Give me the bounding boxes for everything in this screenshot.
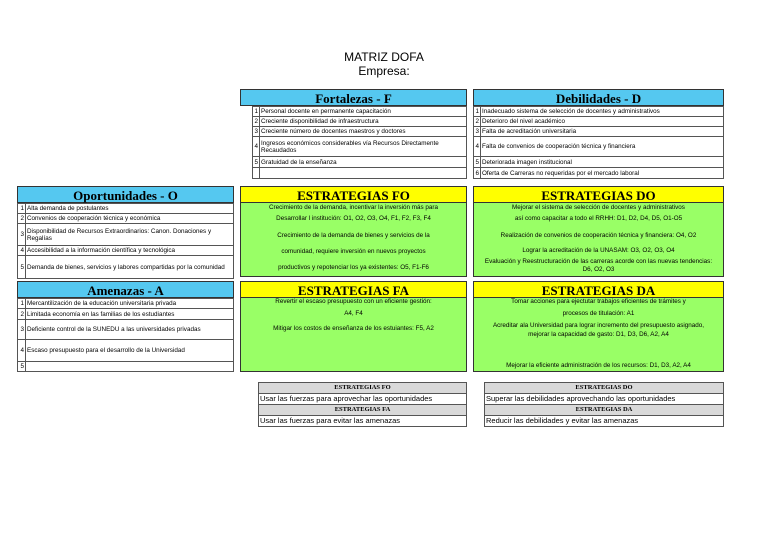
strategy-line: comunidad, requiere inversión en nuevos proyectos: [281, 248, 426, 255]
page-title: MATRIZ DOFA: [344, 50, 424, 64]
list-item: 5 Deteriorada imagen institucional: [474, 157, 724, 168]
estrategias-da-box: [473, 298, 724, 372]
list-item: 3 Falta de acreditación universitaria: [474, 127, 724, 137]
list-item: 4 Ingresos económicos considerables vía Recursos Directamente Recaudados: [253, 137, 467, 157]
strategy-line: Mejorar la eficiente administración de los recursos: D1, D3, A2, A4: [506, 362, 691, 369]
list-item: 3 Creciente número de docentes maestros y doctores: [253, 127, 467, 137]
amenazas-list: [17, 298, 234, 372]
strategy-line: Desarrollar l institución: O1, O2, O3, O4, F1, F2, F3, F4: [276, 215, 431, 222]
list-item: 4 Accesibilidad a la información científica y tecnológica: [18, 246, 234, 256]
estrategias-fa-header: ESTRATEGIAS FA: [240, 281, 467, 298]
legend-text: Usar las fuerzas para aprovechar las oportunidades: [259, 394, 467, 405]
strategy-line: productivos y repotenciar los ya existentes: O5, F1-F6: [278, 264, 429, 271]
list-item: 4 Escaso presupuesto para el desarrollo de la Universidad: [18, 340, 234, 362]
strategy-line: D6, O2, O3: [582, 266, 615, 273]
list-item: 1 Mercantilización de la educación universitaria privada: [18, 299, 234, 309]
strategy-line: Revertir el escaso presupuesto con un eficiente gestión:: [275, 298, 432, 305]
legend-heading: ESTRATEGIAS DA: [485, 405, 724, 416]
strategy-line: Acreditar ala Universidad para lograr incremento del presupuesto asignado,: [492, 322, 705, 329]
estrategias-do-header: ESTRATEGIAS DO: [473, 186, 724, 203]
list-item: 5 Demanda de bienes, servicios y labores compartidas por la comunidad: [18, 256, 234, 279]
legend-text: Reducir las debilidades y evitar las amenazas: [485, 416, 724, 427]
debilidades-header: Debilidades - D: [473, 89, 724, 106]
strategy-line: Tomar acciones para ejectutar trabajos eficientes de trámites y: [511, 298, 686, 305]
list-item: 1 Personal docente en permanente capacitación: [253, 107, 467, 117]
strategy-line: Lograr la acreditación de la UNASAM: O3, O2, O3, O4: [522, 247, 675, 254]
list-item: [253, 168, 467, 179]
strategy-line: Mitigar los costos de enseñanza de los estuiantes: F5, A2: [273, 325, 434, 332]
strategy-line: procesos de titulación: A1: [562, 310, 635, 317]
oportunidades-list: [17, 203, 234, 279]
list-item: 2 Convenios de cooperación técnica y económica: [18, 214, 234, 224]
list-item: 6 Oferta de Carreras no requeridas por el mercado laboral: [474, 168, 724, 179]
legend-heading: ESTRATEGIAS DO: [485, 383, 724, 394]
strategy-line: Crecimiento de la demanda de bienes y servicios de la: [277, 232, 430, 239]
estrategias-fa-box: [240, 298, 467, 372]
strategy-line: Mejorar el sistema de selección de docentes y administrativos: [512, 204, 685, 211]
debilidades-list: [473, 106, 724, 179]
legend-heading: ESTRATEGIAS FO: [259, 383, 467, 394]
strategy-line: Crecimiento de la demanda, incentivar la inversión más para: [268, 204, 439, 211]
list-item: 5 Gratuidad de la enseñanza: [253, 157, 467, 168]
list-item: 5: [18, 362, 234, 372]
strategy-line: A4, F4: [344, 310, 363, 317]
legend-heading: ESTRATEGIAS FA: [259, 405, 467, 416]
list-item: 2 Deterioro del nivel académico: [474, 117, 724, 127]
list-item: 4 Falta de convenios de cooperación técnica y financiera: [474, 137, 724, 157]
oportunidades-header: Oportunidades - O: [17, 186, 234, 203]
estrategias-da-header: ESTRATEGIAS DA: [473, 281, 724, 298]
legend-right: [484, 382, 724, 427]
legend-left: [258, 382, 467, 427]
list-item: 2 Creciente disponibilidad de infraestructura: [253, 117, 467, 127]
estrategias-fo-header: ESTRATEGIAS FO: [240, 186, 467, 203]
strategy-line: mejorar la capacidad de gasto: D1, D3, D6, A2, A4: [528, 331, 669, 338]
list-item: 1 Alta demanda de postulantes: [18, 204, 234, 214]
list-item: 3 Disponibilidad de Recursos Extraordinarios: Canon. Donaciones y Regalías: [18, 224, 234, 246]
estrategias-fo-box: [240, 203, 467, 277]
legend-text: Usar las fuerzas para evitar las amenazas: [259, 416, 467, 427]
legend-text: Superar las debilidades aprovechando las oportunidades: [485, 394, 724, 405]
strategy-line: Evaluación y Reestructuración de las carreras acorde con las nuevas tendencias:: [484, 258, 713, 265]
amenazas-header: Amenazas - A: [17, 281, 234, 298]
fortalezas-header: Fortalezas - F: [240, 89, 467, 106]
strategy-line: así como capacitar a todo el RRHH: D1, D2, D4, D5, O1-O5: [514, 215, 683, 222]
page-subtitle: Empresa:: [358, 64, 410, 78]
list-item: 1 Inadecuado sistema de selección de docentes y administrativos: [474, 107, 724, 117]
strategy-line: Realización de convenios de cooperación técnica y financiera: O4, O2: [500, 232, 697, 239]
list-item: 3 Deficiente control de la SUNEDU a las universidades privadas: [18, 320, 234, 340]
estrategias-do-box: [473, 203, 724, 277]
list-item: 2 Limitada economía en las familias de los estudiantes: [18, 309, 234, 320]
fortalezas-list: [252, 106, 467, 179]
